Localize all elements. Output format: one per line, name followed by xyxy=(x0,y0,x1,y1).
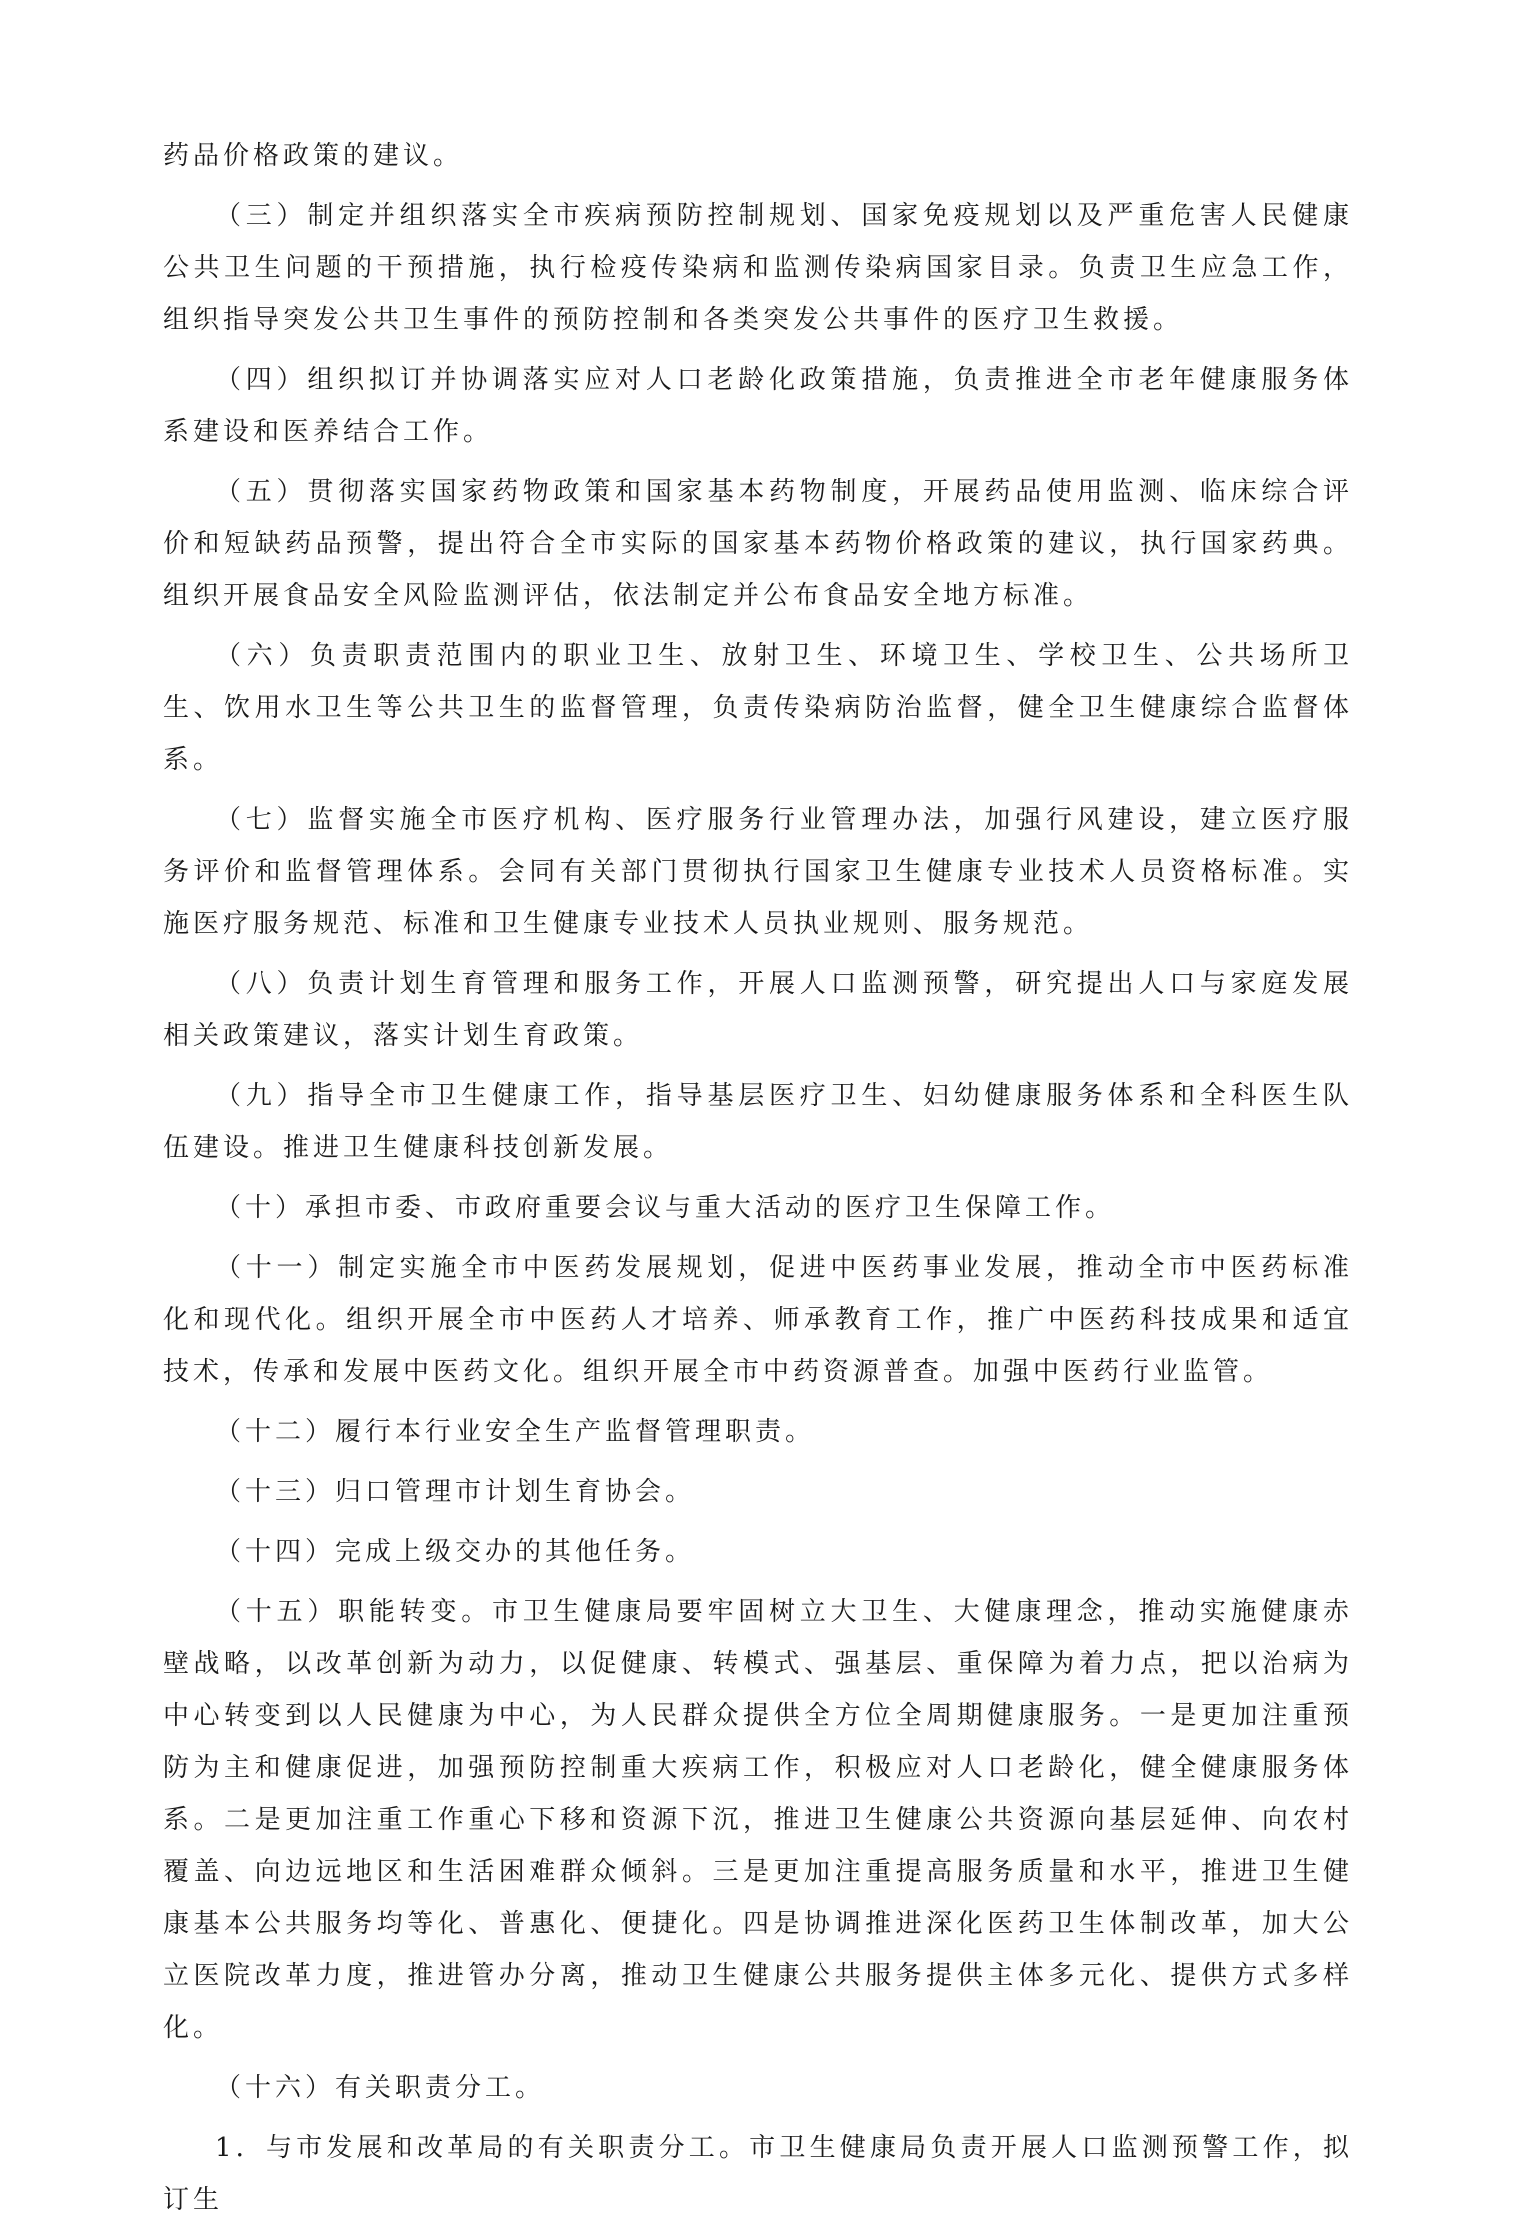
paragraph-item-16: （十六）有关职责分工。 xyxy=(215,2073,546,2103)
paragraph-item-6: （六）负责职责范围内的职业卫生、放射卫生、环境卫生、学校卫生、公共场所卫生、饮用水卫生等公共卫生的监督管理，负责传染病防治监督，健全卫生健康综合监督体系。 xyxy=(163,641,1353,775)
paragraph-item-4: （四）组织拟订并协调落实应对人口老龄化政策措施，负责推进全市老年健康服务体系建设和医养结合工作。 xyxy=(163,365,1353,447)
paragraph-item-8: （八）负责计划生育管理和服务工作，开展人口监测预警，研究提出人口与家庭发展相关政策建议，落实计划生育政策。 xyxy=(163,969,1353,1051)
paragraph-item-7: （七）监督实施全市医疗机构、医疗服务行业管理办法，加强行风建设，建立医疗服务评价和监督管理体系。会同有关部门贯彻执行国家卫生健康专业技术人员资格标准。实施医疗服务规范、标准和卫生健康专业技术人员执业规则、服务规范。 xyxy=(163,805,1353,939)
paragraph-item-5: （五）贯彻落实国家药物政策和国家基本药物制度，开展药品使用监测、临床综合评价和短缺药品预警，提出符合全市实际的国家基本药物价格政策的建议，执行国家药典。组织开展食品安全风险监测评估，依法制定并公布食品安全地方标准。 xyxy=(163,477,1353,611)
paragraph-subitem-1: 1．与市发展和改革局的有关职责分工。市卫生健康局负责开展人口监测预警工作，拟订生 xyxy=(163,2133,1353,2215)
paragraph-item-11: （十一）制定实施全市中医药发展规划，促进中医药事业发展，推动全市中医药标准化和现代化。组织开展全市中医药人才培养、师承教育工作，推广中医药科技成果和适宜技术，传承和发展中医药文化。组织开展全市中药资源普查。加强中医药行业监管。 xyxy=(163,1253,1353,1387)
paragraph-item-12: （十二）履行本行业安全生产监督管理职责。 xyxy=(215,1417,816,1447)
paragraph-item-13: （十三）归口管理市计划生育协会。 xyxy=(215,1477,696,1507)
paragraph-item-9: （九）指导全市卫生健康工作，指导基层医疗卫生、妇幼健康服务体系和全科医生队伍建设。推进卫生健康科技创新发展。 xyxy=(163,1081,1353,1163)
paragraph-item-14: （十四）完成上级交办的其他任务。 xyxy=(215,1537,696,1567)
paragraph-item-15: （十五）职能转变。市卫生健康局要牢固树立大卫生、大健康理念，推动实施健康赤壁战略，以改革创新为动力，以促健康、转模式、强基层、重保障为着力点，把以治病为中心转变到以人民健康为中心，为人民群众提供全方位全周期健康服务。一是更加注重预防为主和健康促进，加强预防控制重大疾病工作，积极应对人口老龄化，健全健康服务体系。二是更加注重工作重心下移和资源下沉，推进卫生健康公共资源向基层延伸、向农村覆盖、向边远地区和生活困难群众倾斜。三是更加注重提高服务质量和水平，推进卫生健康基本公共服务均等化、普惠化、便捷化。四是协调推进深化医药卫生体制改革，加大公立医院改革力度，推进管办分离，推动卫生健康公共服务提供主体多元化、提供方式多样化。 xyxy=(163,1597,1353,2043)
paragraph-item-10: （十）承担市委、市政府重要会议与重大活动的医疗卫生保障工作。 xyxy=(215,1193,1116,1223)
paragraph-item-3: （三）制定并组织落实全市疾病预防控制规划、国家免疫规划以及严重危害人民健康公共卫生问题的干预措施，执行检疫传染病和监测传染病国家目录。负责卫生应急工作，组织指导突发公共卫生事件的预防控制和各类突发公共事件的医疗卫生救援。 xyxy=(163,201,1353,335)
paragraph-continuation: 药品价格政策的建议。 xyxy=(163,141,464,171)
document-body xyxy=(163,130,1353,2234)
